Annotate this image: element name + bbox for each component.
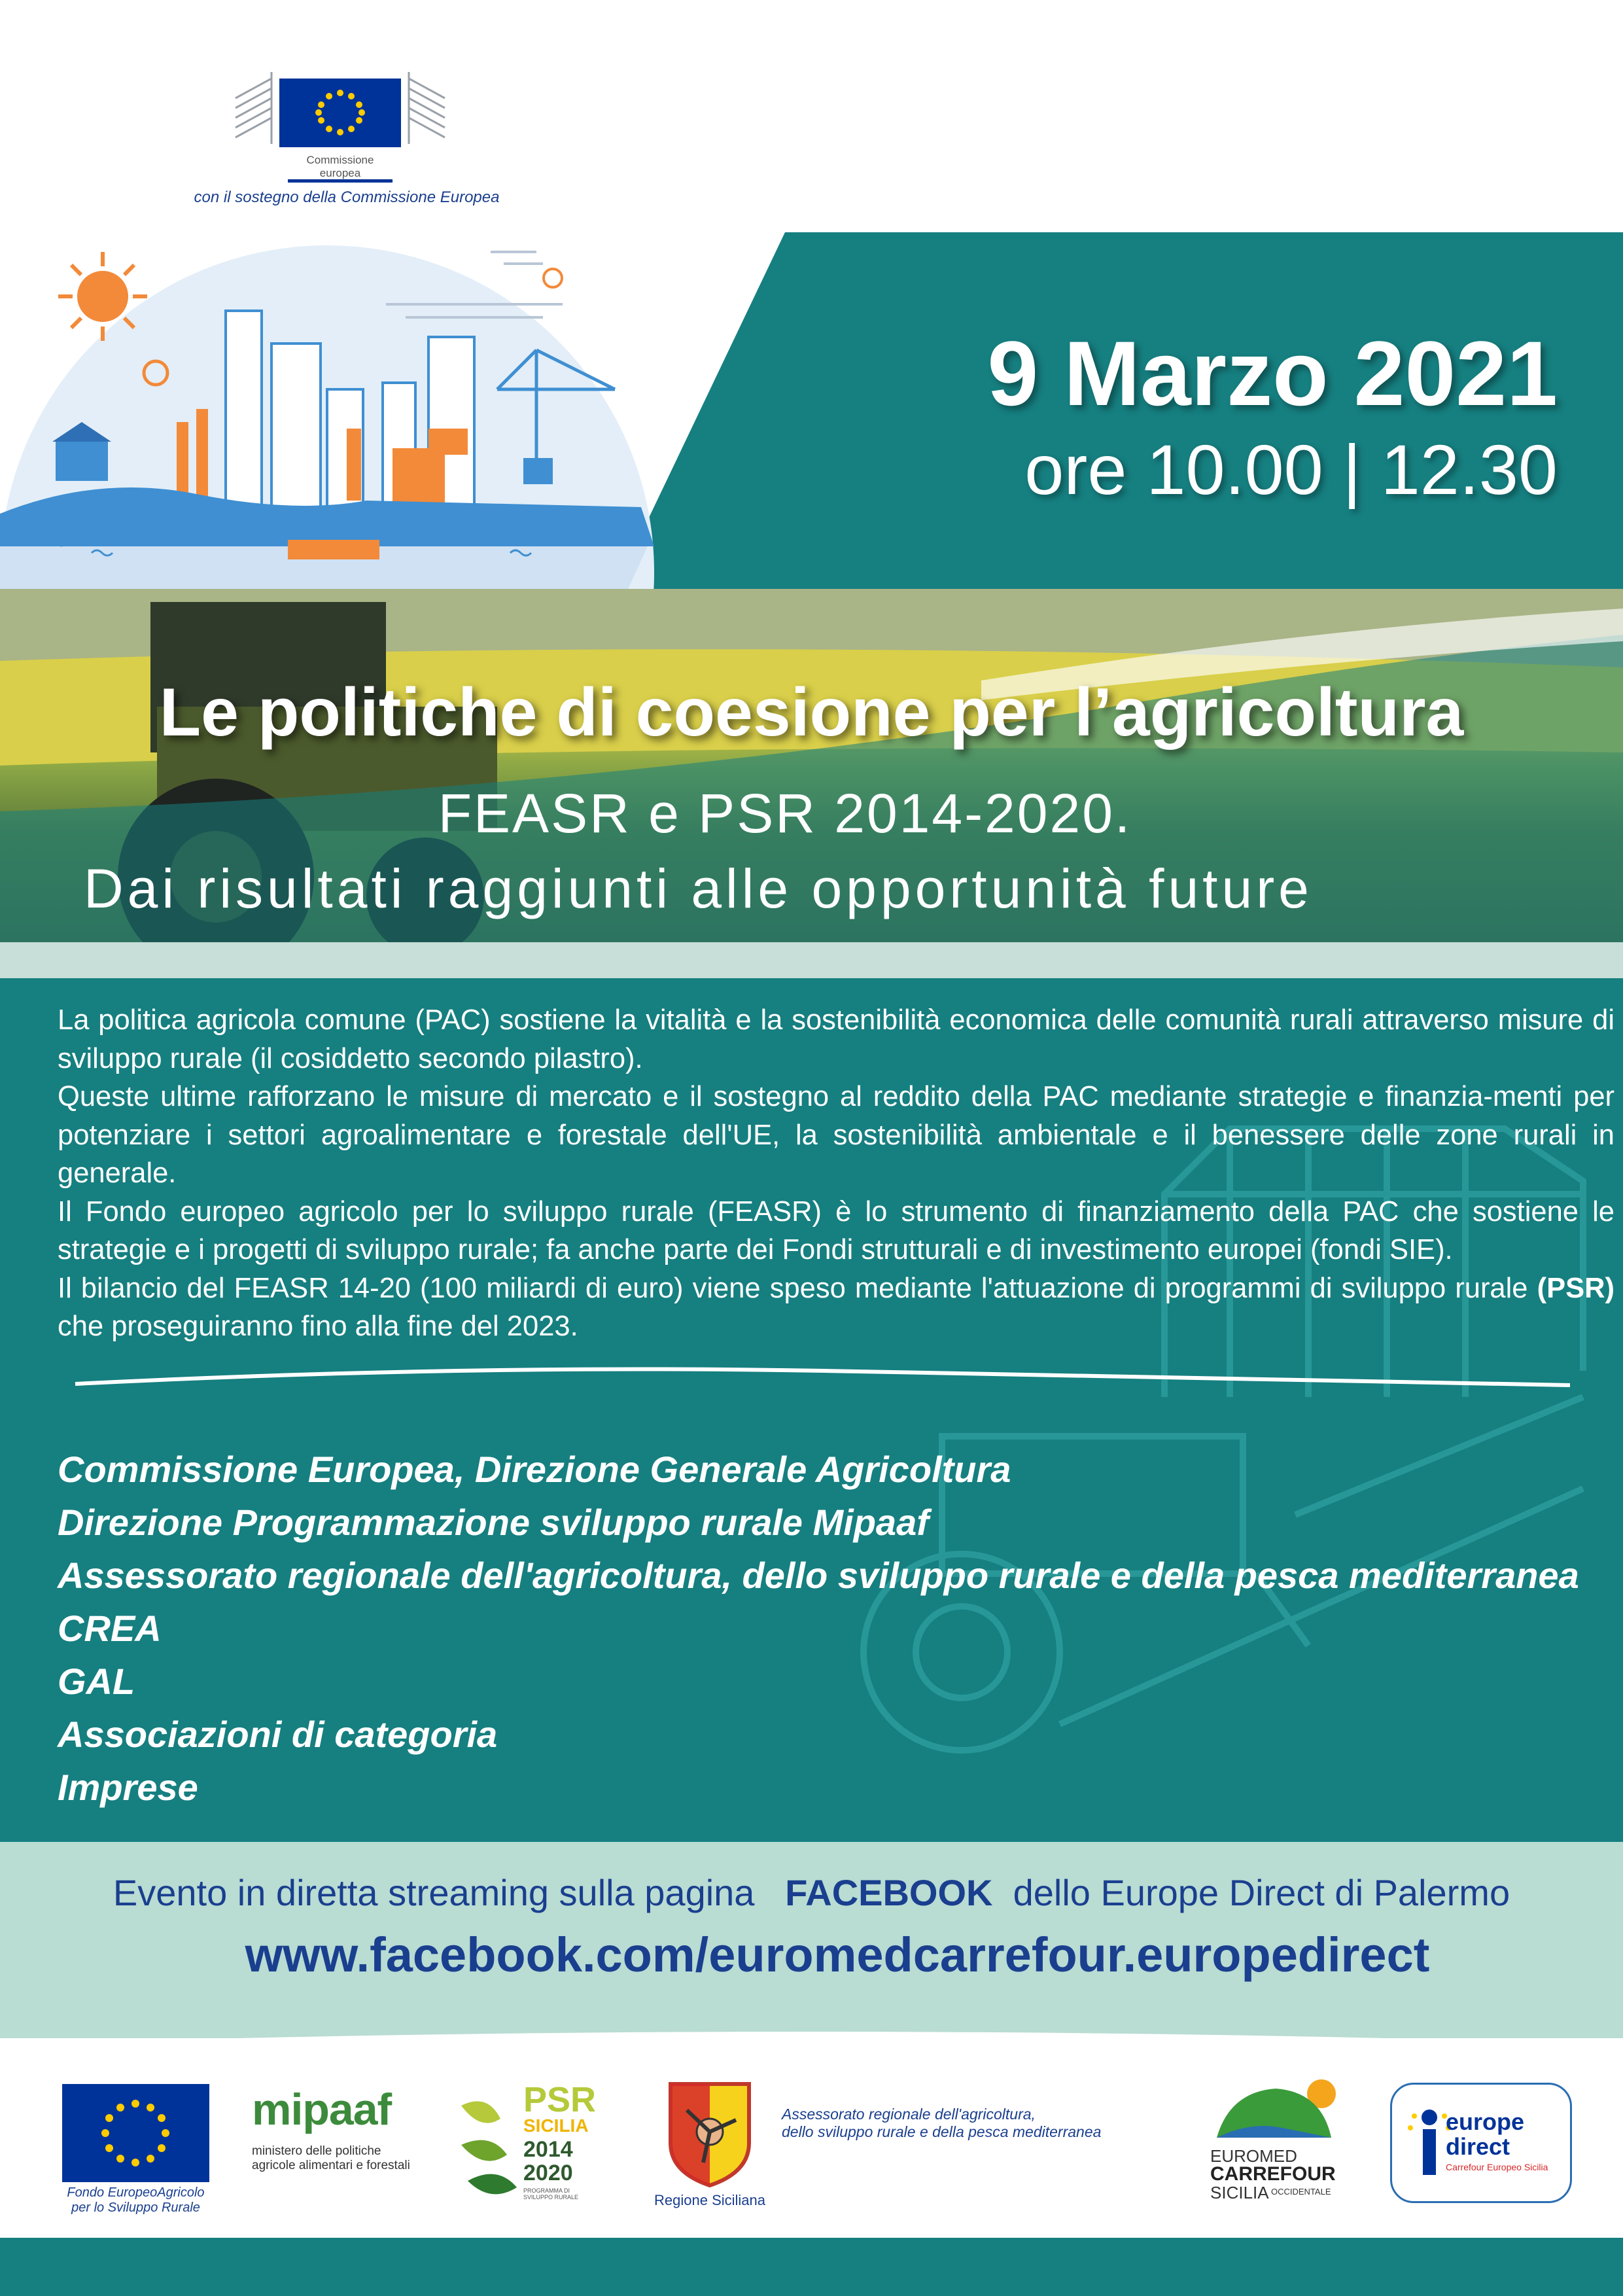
participant-item: Commissione Europea, Direzione Generale Agricoltura [58,1449,1011,1490]
euromed-line3: SICILIA [1210,2183,1269,2202]
assessorato-line1: Assessorato regionale dell'agricoltura, [782,2106,1036,2123]
description-p4 [58,1269,1614,1346]
participant-item: GAL [58,1661,135,1702]
description-p4-end: che proseguiranno fino alla fine del 2023. [58,1311,578,1342]
description-p1: La politica agricola comune (PAC) sostiene la vitalità e la sostenibilità economica delle comunità rurali attraverso misure di sviluppo rurale (il cosiddetto secondo pilastro). [58,1004,1614,1074]
psr-label: PSR [523,2080,597,2119]
trinacria-shield-icon [664,2081,756,2189]
facebook-page-link[interactable]: www.facebook.com/euromedcarrefour.europedirect [245,1928,1430,1982]
mipaaf-logo [252,2084,422,2173]
participant-item: Imprese [58,1767,198,1808]
feasr-logo [62,2084,209,2216]
psr-sicilia-logo [455,2079,599,2210]
psr-year1: 2014 [523,2137,573,2162]
assessorato-line2: dello sviluppo rurale e della pesca mediterranea [782,2123,1102,2140]
header-caption: con il sostegno della Commissione Europea [194,188,500,206]
regione-caption: Regione Siciliana [654,2192,765,2208]
footer-bar [0,2238,1623,2296]
sun-icon [58,252,147,341]
participant-item: Associazioni di categoria [58,1714,498,1755]
euromed-line2: CARREFOUR [1210,2163,1336,2185]
event-time: ore 10.00 | 12.30 [1024,430,1558,509]
euromed-small: OCCIDENTALE [1271,2187,1331,2197]
participant-item: Assessorato regionale dell'agricoltura, dello sviluppo rurale e della pesca mediterranea [58,1555,1579,1596]
feasr-caption-line1: Fondo EuropeoAgricolo [67,2185,205,2200]
description-p3: Il Fondo europeo agricolo per lo sviluppo rurale (FEASR) è lo strumento di finanziamento della PAC che sostiene le strategie e i progetti di sviluppo rurale; fa anche parte dei Fondi strutturali e di investimento europei (fondi SIE). [58,1195,1614,1265]
psr-year2: 2020 [523,2161,573,2185]
section-divider [72,1358,1577,1397]
psr-small: PROGRAMMA DI SVILUPPO RURALE [523,2187,579,2200]
city-port-illustration [0,232,785,589]
event-date: 9 Marzo 2021 [987,322,1558,425]
ed-line2: direct [1446,2133,1510,2160]
mipaaf-line2: agricole alimentari e forestali [252,2159,410,2172]
participants-list [58,1443,1614,1814]
ec-logo-line2: europea [319,167,361,179]
facebook-label: FACEBOOK [785,1872,993,1913]
euromed-line1: EUROMED [1210,2146,1297,2166]
streaming-text-before: Evento in diretta streaming sulla pagina [113,1872,755,1913]
europe-direct-logo [1390,2083,1572,2203]
participant-item: Direzione Programmazione sviluppo rurale Mipaaf [58,1502,929,1543]
mipaaf-name: mipaaf [252,2085,392,2134]
regione-siciliana-logo [638,2081,782,2209]
assessorato-caption [782,2106,1161,2141]
subtitle-line1: FEASR e PSR 2014-2020. [438,783,1132,844]
participant-item: CREA [58,1608,162,1649]
european-commission-logo [232,33,448,183]
euromed-carrefour-logo [1207,2075,1357,2206]
description-p2: Queste ultime rafforzano le misure di mercato e il sostegno al reddito della PAC mediante strategie e finanzia-menti per potenziare i settori agroalimentare e forestale dell'UE, la sostenibilità ambientale e il benessere delle zone rurali in generale. [58,1081,1614,1189]
description-p4-start: Il bilancio del FEASR 14-20 (100 miliardi di euro) viene speso mediante l'attuazione di programmi di sviluppo rurale [58,1272,1537,1304]
feasr-caption-line2: per lo Sviluppo Rurale [71,2200,200,2215]
euromed-hill-icon [1210,2075,1341,2147]
subtitle-line2: Dai risultati raggiunti alle opportunità future [84,858,1313,919]
eu-flag-icon [62,2084,209,2182]
psr-sicilia: SICILIA [523,2115,589,2136]
streaming-info [0,1871,1623,1914]
main-title: Le politiche di coesione per l’agricoltura [159,675,1464,751]
psr-highlight: (PSR) [1537,1272,1614,1304]
ec-logo-line1: Commissione [306,154,374,166]
ed-small: Carrefour Europeo Sicilia [1446,2162,1548,2172]
ed-line1: europe [1446,2108,1525,2135]
mipaaf-line1: ministero delle politiche [252,2144,381,2158]
streaming-text-after: dello Europe Direct di Palermo [1013,1872,1510,1913]
description-text [58,1001,1614,1346]
psr-leaves-icon [455,2079,527,2204]
